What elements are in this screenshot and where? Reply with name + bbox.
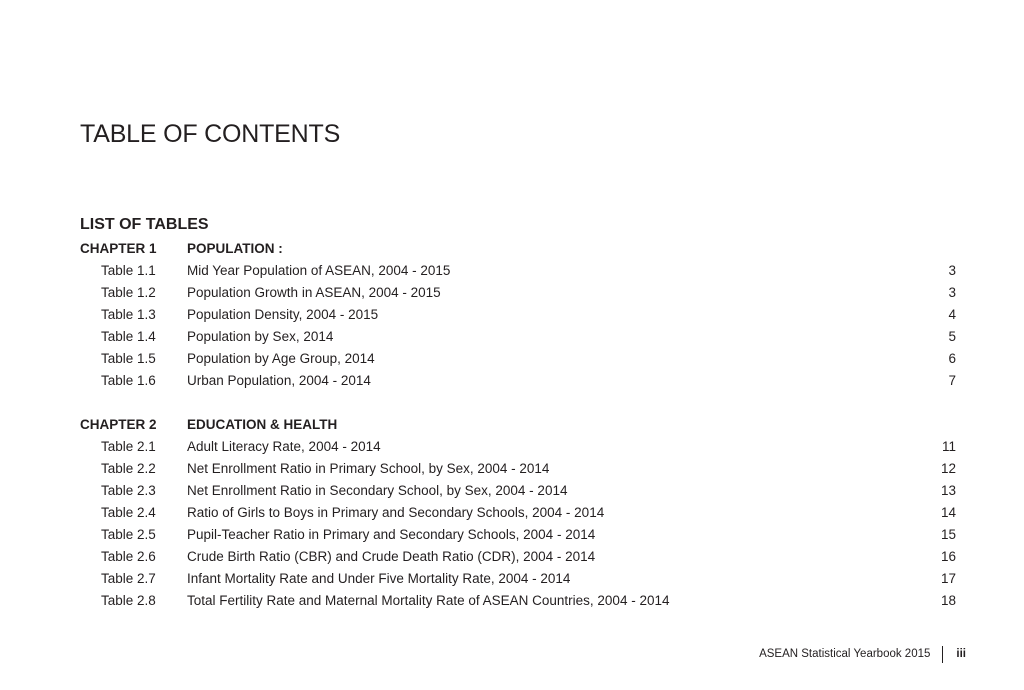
- page-footer: [759, 645, 966, 663]
- page-number: 18: [940, 593, 956, 608]
- table-title: Mid Year Population of ASEAN, 2004 - 2015: [187, 263, 451, 278]
- table-number: Table 1.6: [101, 373, 156, 388]
- page-number: 4: [948, 307, 956, 322]
- table-title: Infant Mortality Rate and Under Five Mortality Rate, 2004 - 2014: [187, 571, 571, 586]
- table-title: Adult Literacy Rate, 2004 - 2014: [187, 439, 381, 454]
- table-number: Table 2.7: [101, 571, 156, 586]
- table-number: Table 2.4: [101, 505, 156, 520]
- table-title: Crude Birth Ratio (CBR) and Crude Death Ratio (CDR), 2004 - 2014: [187, 549, 596, 564]
- page-number: 3: [948, 285, 956, 300]
- chapter-2-section: [80, 414, 956, 612]
- table-title: Net Enrollment Ratio in Primary School, by Sex, 2004 - 2014: [187, 461, 550, 476]
- page-number: 5: [948, 329, 956, 344]
- chapter-label: CHAPTER 2: [80, 417, 157, 432]
- table-number: Table 1.2: [101, 285, 156, 300]
- page-number: 6: [948, 351, 956, 366]
- table-title: Net Enrollment Ratio in Secondary School, by Sex, 2004 - 2014: [187, 483, 568, 498]
- page-number: 17: [940, 571, 956, 586]
- table-title: Urban Population, 2004 - 2014: [187, 373, 371, 388]
- toc-entry-table-2-2[interactable]: [80, 458, 956, 480]
- page-number: 11: [941, 439, 956, 454]
- toc-entry-table-2-8[interactable]: [80, 590, 956, 612]
- publication-title: ASEAN Statistical Yearbook 2015: [759, 648, 931, 660]
- chapter-2-heading: [80, 414, 956, 436]
- toc-entry-table-1-1[interactable]: [80, 260, 956, 282]
- footer-divider: [942, 646, 943, 663]
- table-title: Ratio of Girls to Boys in Primary and Secondary Schools, 2004 - 2014: [187, 505, 605, 520]
- table-title: Total Fertility Rate and Maternal Mortality Rate of ASEAN Countries, 2004 - 2014: [187, 593, 670, 608]
- chapter-label: CHAPTER 1: [80, 241, 157, 256]
- toc-entry-table-1-5[interactable]: [80, 348, 956, 370]
- toc-entry-table-2-3[interactable]: [80, 480, 956, 502]
- page-number: 13: [940, 483, 956, 498]
- table-title: Population by Age Group, 2014: [187, 351, 375, 366]
- toc-entry-table-2-1[interactable]: [80, 436, 956, 458]
- table-number: Table 2.8: [101, 593, 156, 608]
- table-number: Table 1.5: [101, 351, 156, 366]
- toc-entry-table-1-3[interactable]: [80, 304, 956, 326]
- table-number: Table 2.2: [101, 461, 156, 476]
- table-title: Population by Sex, 2014: [187, 329, 334, 344]
- page-number: 14: [940, 505, 956, 520]
- page-number: 15: [940, 527, 956, 542]
- toc-entry-table-1-4[interactable]: [80, 326, 956, 348]
- table-number: Table 2.3: [101, 483, 156, 498]
- chapter-1-heading: [80, 238, 956, 260]
- page-title: TABLE OF CONTENTS: [80, 119, 341, 148]
- page-number: 3: [948, 263, 956, 278]
- chapter-name: EDUCATION & HEALTH: [187, 417, 338, 432]
- page-number: 16: [940, 549, 956, 564]
- table-number: Table 1.1: [101, 263, 156, 278]
- table-number: Table 2.5: [101, 527, 156, 542]
- footer-page-number: iii: [956, 648, 966, 660]
- toc-entry-table-2-5[interactable]: [80, 524, 956, 546]
- table-number: Table 1.3: [101, 307, 156, 322]
- page-number: 12: [940, 461, 956, 476]
- toc-entry-table-1-2[interactable]: [80, 282, 956, 304]
- table-title: Pupil-Teacher Ratio in Primary and Secondary Schools, 2004 - 2014: [187, 527, 596, 542]
- table-title: Population Growth in ASEAN, 2004 - 2015: [187, 285, 441, 300]
- toc-entry-table-2-7[interactable]: [80, 568, 956, 590]
- toc-entry-table-2-4[interactable]: [80, 502, 956, 524]
- chapter-name: POPULATION :: [187, 241, 283, 256]
- table-number: Table 2.1: [101, 439, 156, 454]
- section-title: LIST OF TABLES: [80, 216, 209, 234]
- table-title: Population Density, 2004 - 2015: [187, 307, 379, 322]
- table-number: Table 2.6: [101, 549, 156, 564]
- toc-entry-table-1-6[interactable]: [80, 370, 956, 392]
- page-number: 7: [948, 373, 956, 388]
- chapter-1-section: [80, 238, 956, 392]
- toc-entry-table-2-6[interactable]: [80, 546, 956, 568]
- table-number: Table 1.4: [101, 329, 156, 344]
